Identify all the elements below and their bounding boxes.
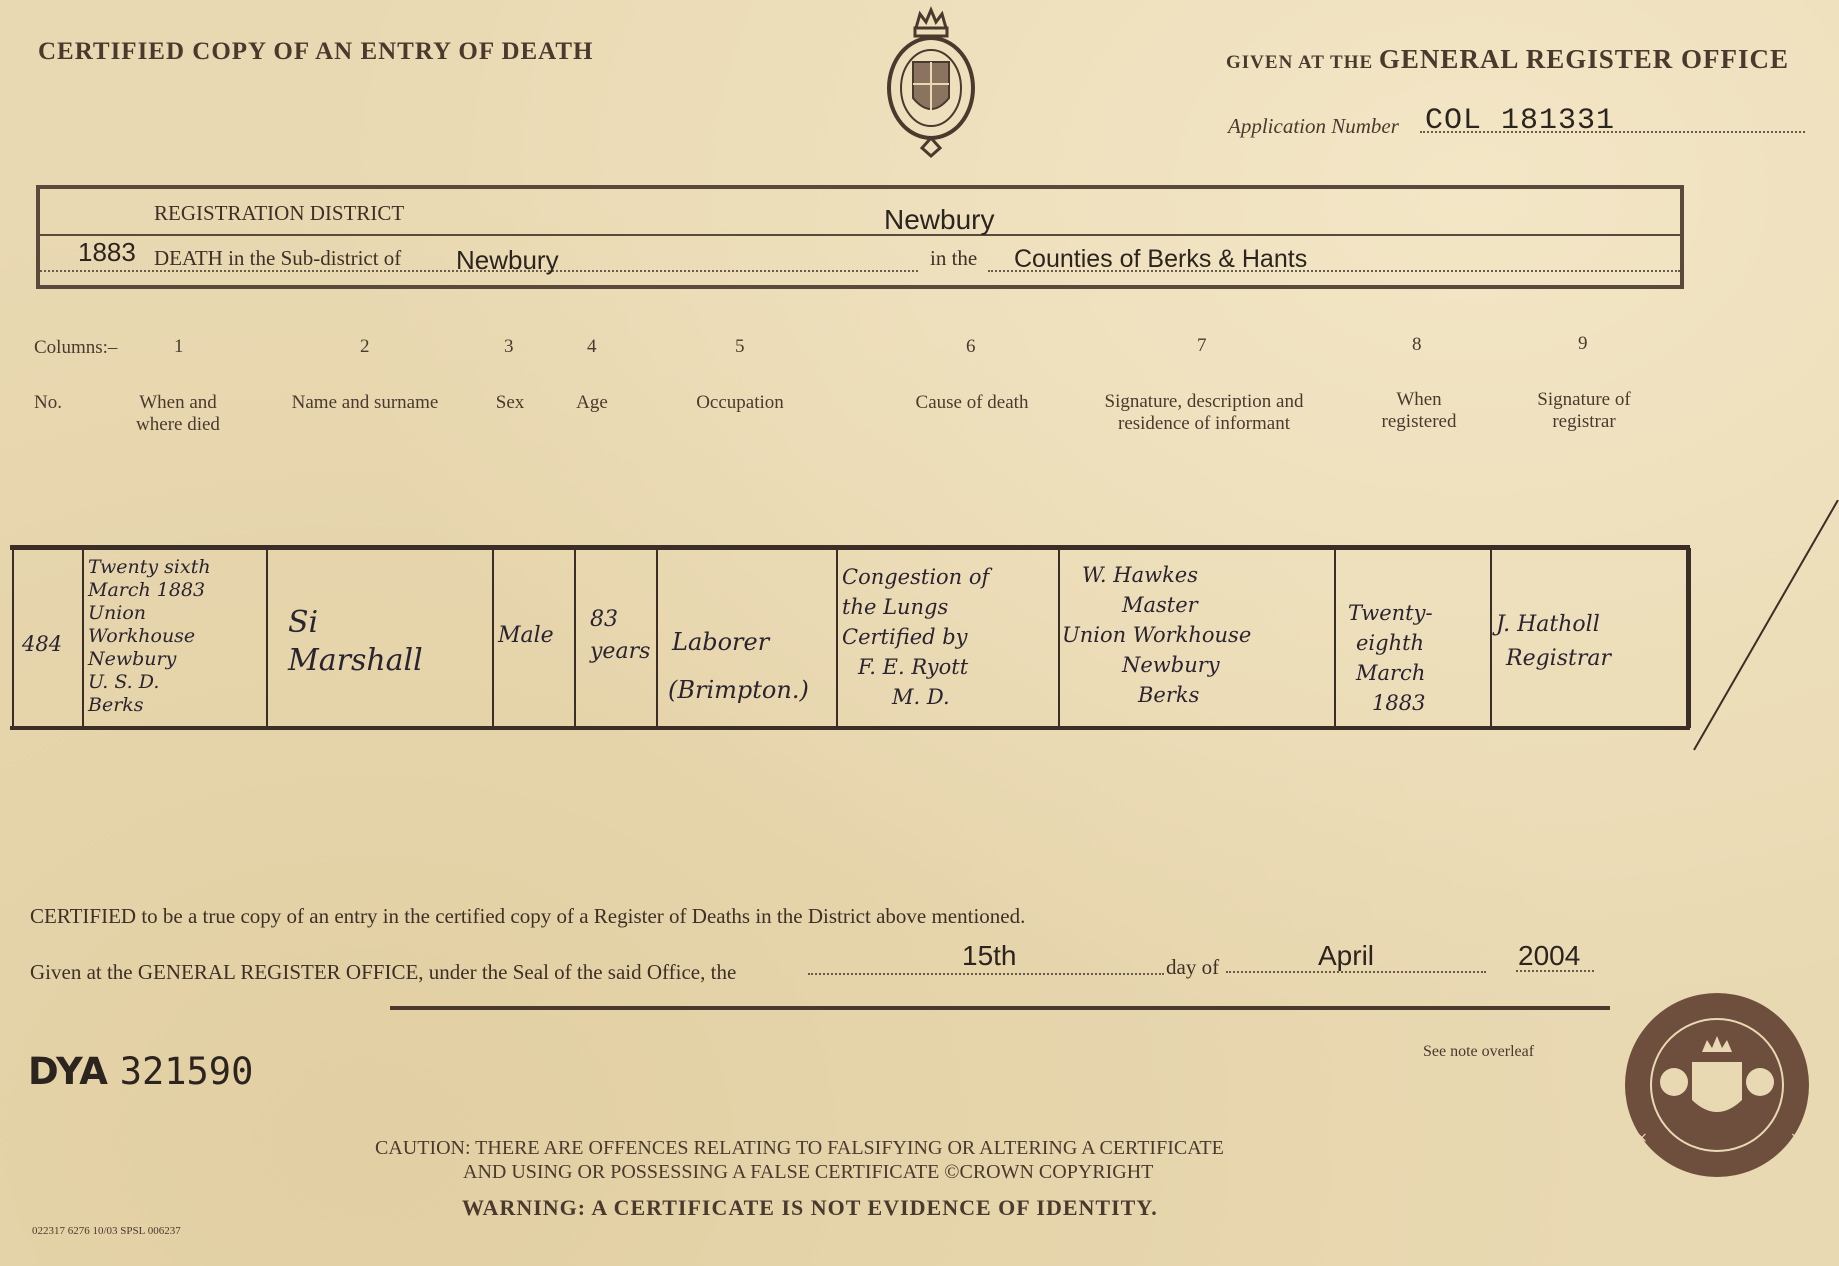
entry-divider-8 (1334, 548, 1336, 728)
entry-age (590, 604, 650, 668)
given-at-prefix: GIVEN AT THE (1226, 52, 1374, 73)
given-at-heading (1226, 44, 1789, 75)
when-registered-line4: 1883 (1372, 691, 1426, 715)
name-line1: Si (288, 605, 319, 640)
entry-divider-9 (1490, 548, 1492, 728)
county-value: Counties of Berks & Hants (1014, 245, 1308, 273)
header-when-registered (1366, 389, 1472, 433)
when-where-line1: Twenty sixth (88, 556, 211, 578)
informant-line3: Union Workhouse (1062, 623, 1252, 647)
certificate-title: CERTIFIED COPY OF AN ENTRY OF DEATH (38, 38, 594, 65)
header-when-registered-line2: registered (1381, 411, 1457, 432)
cause-line4: F. E. Ryott (858, 655, 969, 679)
name-line2: Marshall (288, 643, 423, 678)
age-line2: years (590, 639, 651, 664)
entry-divider-4 (574, 548, 576, 728)
entry-divider-3 (492, 548, 494, 728)
column-3-number: 3 (504, 336, 514, 357)
header-when-registered-line1: When (1396, 389, 1442, 410)
registration-district-label: REGISTRATION DISTRICT (154, 201, 405, 225)
entry-when-registered (1348, 598, 1433, 718)
header-cause: Cause of death (915, 392, 1029, 413)
entry-sex: Male (498, 623, 554, 648)
given-at-statement: Given at the GENERAL REGISTER OFFICE, under the Seal of the said Office, the (30, 960, 737, 984)
entry-border-left (12, 548, 14, 728)
caution-line2: AND USING OR POSSESSING A FALSE CERTIFICATE ©CROWN COPYRIGHT (463, 1161, 1154, 1183)
cause-line5: M. D. (892, 685, 950, 709)
header-sex: Sex (495, 392, 525, 413)
entry-cause (842, 562, 989, 712)
certification-year: 2004 (1518, 940, 1581, 971)
certification-month: April (1318, 940, 1375, 971)
in-the-label: in the (930, 246, 978, 270)
header-no: No. (34, 392, 62, 413)
when-registered-line2: eighth (1356, 631, 1425, 655)
entry-divider-1 (82, 548, 84, 728)
cause-line1: Congestion of (842, 565, 990, 589)
signature-rule (390, 1006, 1610, 1010)
column-8-number: 8 (1412, 334, 1422, 355)
svg-text:×: × (1790, 1130, 1802, 1146)
caution-text (375, 1136, 1224, 1184)
when-where-line4: Workhouse (88, 625, 196, 647)
serial-number: 321590 (119, 1050, 254, 1093)
print-code: 022317 6276 10/03 SPSL 006237 (32, 1225, 181, 1237)
column-2-number: 2 (360, 336, 370, 357)
strike-through-line (1690, 500, 1839, 755)
warning-text: WARNING: A CERTIFICATE IS NOT EVIDENCE OF IDENTITY. (462, 1195, 1158, 1220)
header-informant (1086, 391, 1322, 435)
certified-statement: CERTIFIED to be a true copy of an entry in the certified copy of a Register of Deaths in the District above mentioned. (30, 904, 1026, 928)
header-registrar (1522, 389, 1646, 433)
royal-crest-icon (880, 6, 982, 158)
when-where-line2: March 1883 (88, 579, 206, 601)
serial-prefix: DYA (28, 1050, 108, 1093)
informant-line1: W. Hawkes (1082, 563, 1199, 587)
when-where-line7: Berks (88, 694, 144, 716)
day-of-label: day of (1166, 955, 1220, 979)
header-informant-line1: Signature, description and (1104, 391, 1304, 412)
entry-number: 484 (22, 632, 63, 656)
header-when-where (118, 392, 238, 436)
cause-line2: the Lungs (842, 595, 949, 619)
when-registered-line1: Twenty- (1348, 601, 1433, 625)
columns-label: Columns:– (34, 337, 118, 358)
informant-line4: Newbury (1122, 653, 1220, 677)
entry-informant (1062, 560, 1251, 710)
column-6-number: 6 (966, 336, 976, 357)
certificate-serial (28, 1050, 253, 1093)
certification-day: 15th (962, 940, 1017, 971)
column-1-number: 1 (174, 336, 184, 357)
header-when-where-line1: When and (139, 392, 217, 413)
death-subdistrict-label: DEATH in the Sub-district of (154, 246, 402, 270)
when-registered-line3: March (1356, 661, 1426, 685)
header-name: Name and surname (291, 392, 439, 413)
registrar-line1: J. Hatholl (1496, 612, 1600, 637)
header-registrar-line2: registrar (1552, 411, 1616, 432)
entry-occupation (668, 618, 809, 714)
when-where-line5: Newbury (88, 648, 177, 670)
column-5-number: 5 (735, 336, 745, 357)
column-9-number: 9 (1578, 333, 1588, 354)
entry-name (288, 604, 423, 680)
registration-divider (40, 234, 1680, 236)
column-7-number: 7 (1197, 335, 1207, 356)
entry-divider-5 (656, 548, 658, 728)
entry-registrar (1496, 608, 1611, 676)
header-occupation: Occupation (696, 392, 784, 413)
day-dotted-line (808, 973, 1164, 975)
general-register-office-seal-icon (1622, 990, 1812, 1180)
registrar-line2: Registrar (1506, 646, 1611, 671)
header-when-where-line2: where died (136, 414, 220, 435)
entry-divider-6 (836, 548, 838, 728)
subdistrict-value: Newbury (456, 245, 559, 275)
application-number-label: Application Number (1228, 114, 1399, 138)
header-registrar-line1: Signature of (1537, 389, 1631, 410)
registration-district-value: Newbury (884, 204, 995, 235)
when-where-line3: Union (88, 602, 147, 624)
given-at-office: GENERAL REGISTER OFFICE (1378, 44, 1790, 74)
informant-line5: Berks (1138, 683, 1200, 707)
header-age: Age (576, 392, 608, 413)
age-line1: 83 (590, 607, 618, 632)
entry-divider-7 (1058, 548, 1060, 728)
caution-line1: CAUTION: THERE ARE OFFENCES RELATING TO FALSIFYING OR ALTERING A CERTIFICATE (375, 1137, 1224, 1159)
entry-divider-2 (266, 548, 268, 728)
when-where-line6: U. S. D. (88, 671, 160, 693)
cause-line3: Certified by (842, 625, 968, 649)
header-informant-line2: residence of informant (1118, 413, 1290, 434)
informant-line2: Master (1122, 593, 1198, 617)
application-number-value: COL 181331 (1425, 104, 1616, 138)
svg-text:×: × (1636, 1130, 1648, 1146)
occupation-line2: (Brimpton.) (668, 676, 809, 704)
column-4-number: 4 (587, 336, 597, 357)
entry-when-where (88, 556, 211, 717)
occupation-line1: Laborer (672, 628, 770, 656)
death-year: 1883 (78, 237, 136, 267)
see-note-overleaf: See note overleaf (1423, 1043, 1535, 1060)
